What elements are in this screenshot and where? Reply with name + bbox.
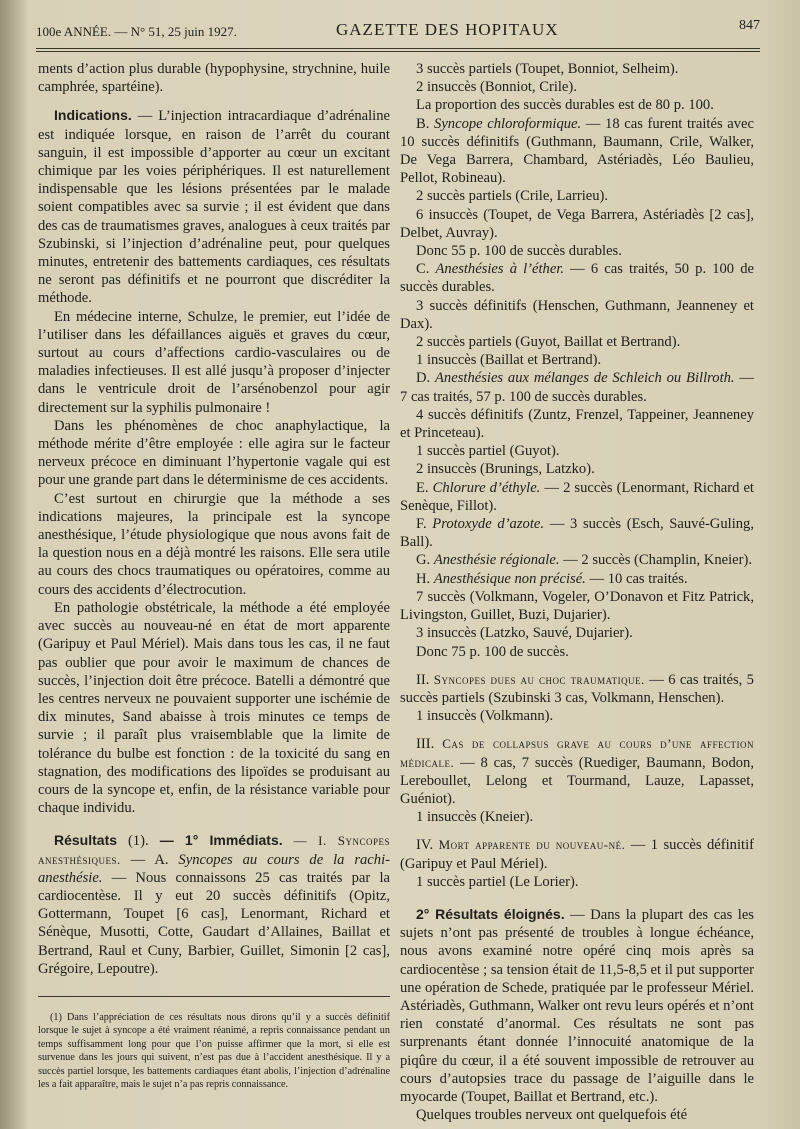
paragraph-text: — 2 succès (Lenormant, Richard et Senèque, Fillot). bbox=[400, 479, 754, 514]
paragraph-e bbox=[400, 479, 754, 515]
paragraph-iv bbox=[400, 836, 754, 872]
paragraph: En médecine interne, Schulze, le premier, eut l’idée de l’utiliser dans les défaillances aiguës et graves du cœur, surtout au cours d’affections cardio-vasculaires ou de maladies infectieuses. Il est allé jusqu’à proposer d’injecter dans le ventricule droit de l’arsénobenzol pour agir directement sur la syphilis pulmonaire ! bbox=[38, 308, 390, 416]
paragraph: 3 insuccès (Latzko, Sauvé, Dujarier). bbox=[416, 625, 633, 642]
italic-heading: Syncope chloroformique. bbox=[434, 115, 582, 132]
journal-title: GAZETTE DES HOPITAUX bbox=[336, 20, 559, 39]
label: H. bbox=[416, 570, 434, 587]
paragraph-f bbox=[400, 515, 754, 551]
paragraph: 1 succès partiel (Guyot). bbox=[416, 443, 560, 460]
paragraph-c bbox=[400, 260, 754, 296]
paragraph-text: — 8 cas, 7 succès (Ruediger, Baumann, Bodon, Lereboullet, Lelong et Tourmand, Lauze, Lapasset, Guéniot). bbox=[400, 754, 754, 807]
smallcaps-heading: — I. Syncopes anesthésiques. bbox=[38, 833, 390, 867]
paragraph: 2 succès partiels (Crile, Larrieu). bbox=[416, 188, 609, 205]
section-heading: 2° Résultats éloignés. bbox=[416, 905, 565, 922]
paragraph: La proportion des succès durables est de 80 p. 100. bbox=[416, 97, 714, 114]
right-column bbox=[400, 60, 754, 1124]
paragraph: Donc 75 p. 100 de succès. bbox=[416, 643, 569, 660]
paragraph-ii bbox=[400, 671, 754, 707]
footnote-rule bbox=[38, 996, 390, 997]
italic-heading: Syncopes au cours de la rachi-anesthésie. bbox=[38, 851, 390, 886]
paragraph: 4 succès définitifs (Zuntz, Frenzel, Tappeiner, Jeanneney et Princeteau). bbox=[400, 406, 754, 442]
paragraph: C’est surtout en chirurgie que la méthode a ses indications majeures, la principale est la syncope anesthésique, l’étude physiologique que nous avons fait de la question nous en a déjà montré les raisons. Elle sera utile au cours des chocs traumatiques ou opératoires, comme au cours des accidents d’électrocution. bbox=[38, 490, 390, 598]
paragraph: Donc 55 p. 100 de succès durables. bbox=[416, 243, 622, 260]
label: III. bbox=[416, 736, 443, 753]
smallcaps-heading: Syncopes dues au choc traumatique. bbox=[433, 671, 645, 687]
section-heading: Résultats bbox=[54, 832, 118, 849]
issue-line: 100e ANNÉE. — N° 51, 25 juin 1927. bbox=[36, 24, 237, 39]
paragraph-indications bbox=[38, 106, 390, 307]
paragraph-eloignes bbox=[400, 905, 754, 1106]
label: II. bbox=[416, 671, 434, 688]
smallcaps-heading: Mort apparente du nouveau-né. bbox=[438, 837, 626, 853]
paragraph-h bbox=[400, 570, 754, 588]
page-number: 847 bbox=[739, 18, 760, 33]
section-heading: Indications. bbox=[54, 107, 132, 124]
paragraph: 2 succès partiels (Guyot, Baillat et Bertrand). bbox=[416, 334, 681, 351]
paragraph: 3 succès partiels (Toupet, Bonniot, Selheim). bbox=[416, 61, 679, 77]
footnote: (1) Dans l’appréciation de ces résultats nous dirons qu’il y a succès définitif lorsque le sujet à syncope a été vraiment réanimé, a repris connaissance pendant un temps suffisamment long pour que l’on puisse affirmer que la mort, si elle est survenue dans les jours qui suivent, n’est pas due à l’accident anesthésique. Il y a succès partiel lorsque, les battements cardiaques étant abolis, l’injection d’adrénaline les a fait apparaître, mais le sujet n’a pas repris connaissance. bbox=[38, 1011, 390, 1090]
subsection-heading: — 1° Immédiats. bbox=[148, 832, 283, 849]
paragraph: 1 insuccès (Volkmann). bbox=[416, 708, 554, 725]
paragraph-text: — 3 succès (Esch, Sauvé-Guling, Ball). bbox=[400, 516, 754, 551]
page-header bbox=[36, 18, 760, 44]
header-rule bbox=[36, 48, 760, 49]
paragraph: Quelques troubles nerveux ont quelquefois été bbox=[416, 1107, 688, 1124]
paragraph: 1 succès partiel (Le Lorier). bbox=[416, 873, 579, 890]
label: B. bbox=[416, 115, 435, 132]
footnote-ref: (1). bbox=[117, 833, 149, 850]
paragraph-text: — 6 cas traités, 50 p. 100 de succès durables. bbox=[400, 261, 754, 296]
paragraph-text: — 2 succès (Champlin, Kneier). bbox=[559, 552, 752, 569]
paragraph: 2 insuccès (Brunings, Latzko). bbox=[416, 461, 595, 478]
paragraph-text: — 10 cas traités. bbox=[585, 570, 688, 587]
italic-heading: Anesthésie régionale. bbox=[433, 552, 560, 569]
paragraph-iii bbox=[400, 735, 754, 808]
paragraph-text: — 1 succès définitif (Garipuy et Paul Mériel). bbox=[400, 837, 754, 872]
paragraph: En pathologie obstétricale, la méthode a été employée avec succès au nouveau-né en état de mort apparente (Garipuy et Paul Mériel). Mais dans tous les cas, il ne faut pas oublier que pour avoir le maximum de chances de succès, l’injection doit être précoce. Batelli a démontré que les centres nerveux ne pouvaient supporter une ischémie de dix minutes, Sand abaisse à trois minutes ce temps de survie ; il paraît plus vraisemblable que la limite de tolérance du bulbe est fonction : de la toxicité du sang en stagnation, des modifications des lipoïdes se produisant au cours de la syncope et, enfin, de la résistance variable pour chaque individu. bbox=[38, 599, 390, 817]
label: C. bbox=[416, 261, 436, 278]
paragraph: 2 insuccès (Bonniot, Crile). bbox=[416, 79, 577, 96]
label: F. bbox=[416, 516, 433, 533]
italic-heading: Chlorure d’éthyle. bbox=[432, 479, 541, 496]
paragraph-text: — 6 cas traités, 5 succès partiels (Szubinski 3 cas, Volkmann, Henschen). bbox=[400, 671, 754, 706]
header-rule-double bbox=[36, 51, 760, 52]
label: D. bbox=[416, 370, 436, 387]
italic-heading: Protoxyde d’azote. bbox=[432, 516, 545, 533]
paragraph-text: — 18 cas furent traités avec 10 succès définitifs (Guthmann, Baumann, Crile, Walker, De Vega Barrera, Chambard, Astériadès, Léo Baulieu, Pellot, Robineau). bbox=[400, 115, 754, 187]
smallcaps-heading: Cas de collapsus grave au cours d’une affection médicale. bbox=[400, 736, 754, 770]
paragraph: ments d’action plus durable (hypophysine, strychnine, huile camphrée, spartéine). bbox=[38, 61, 390, 96]
paragraph: 6 insuccès (Toupet, de Vega Barrera, Astériadès [2 cas], Delbet, Auvray). bbox=[400, 206, 754, 241]
italic-heading: Anesthésique non précisé. bbox=[433, 570, 586, 587]
paragraph: 1 insuccès (Baillat et Bertrand). bbox=[416, 352, 602, 369]
label: G. bbox=[416, 552, 434, 569]
left-column bbox=[38, 60, 390, 1091]
paragraph: Dans les phénomènes de choc anaphylactique, la méthode mérite d’être employée : elle agira sur le facteur nerveux précoce en diminuant l’hypertonie vagale qui est pour une grande part dans le déterminisme de ces accidents. bbox=[38, 417, 390, 489]
paragraph: 7 succès (Volkmann, Vogeler, O’Donavon et Fitz Patrick, Livingston, Guillet, Buzi, Dujarier). bbox=[400, 588, 754, 624]
paragraph: 1 insuccès (Kneier). bbox=[416, 809, 534, 826]
paragraph-d bbox=[400, 369, 754, 405]
paragraph-text: — 7 cas traités, 57 p. 100 de succès durables. bbox=[400, 370, 754, 405]
paragraph: 3 succès définitifs (Henschen, Guthmann, Jeanneney et Dax). bbox=[400, 297, 754, 332]
paragraph-b bbox=[400, 115, 754, 188]
binding-shadow bbox=[0, 0, 28, 1129]
paragraph-g bbox=[400, 551, 754, 569]
label: IV. bbox=[416, 837, 439, 854]
paragraph-text: — Nous connaissons 25 cas traités par la cardiocentèse. Il y eut 20 succès définitifs (Opitz, Gottermann, Toupet [6 cas], Lenormant, Richard et Sénèque, Musotti, Cotte, Gaudart d’Allaines, Baillat et Bertrand, Raul et Cuny, Barbier, Guillet, Simonin [2 cas], Grégoire, Lepoutre). bbox=[38, 869, 390, 977]
italic-heading: Anesthésies aux mélanges de Schleich ou Billroth. bbox=[435, 370, 735, 387]
italic-heading: Anesthésies à l’éther. bbox=[435, 261, 565, 278]
paragraph-resultats bbox=[38, 831, 390, 978]
paragraph-text: — Dans la plupart des cas les sujets n’ont pas présenté de troubles à longue échéance, nous avons examiné notre opéré cinq mois après sa cardiocentèse ; sa tension était de 11,5-8,5 et il put supporter une opération de Schede, pratiquée par le professeur Mériel. Astériadès, Guthmann, Walker ont revu leurs opérés et n’ont rien constaté d’anormal. Ces résultats ne sont pas surprenants étant donnée l’innocuité anatomique de la piqûre du cœur, il a été souvent impossible de retrouver au cours d’autopsies trace du passage de l’aiguille dans le myocarde (Toupet, Baillat et Bertrand, etc.). bbox=[400, 906, 754, 1105]
label: — A. bbox=[120, 851, 179, 868]
paragraph-text: — L’injection intracardiaque d’adrénaline est indiquée lorsque, en raison de l’arrêt du courant sanguin, il est impossible d’apporter au cœur un excitant chimique par les voies périphériques. Il est naturellement indispensable que les lésions présentées par le malade soient compatibles avec sa survie ; il est évident que dans des cas de traumatismes graves, analogues à ceux traités par Szubinski, si l’injection d’adrénaline peut, pour quelques minutes, entretenir des battements cardiaques, ces résultats ne seront pas définitifs et ne pourront que discréditer la méthode. bbox=[38, 108, 390, 307]
label: E. bbox=[416, 479, 433, 496]
